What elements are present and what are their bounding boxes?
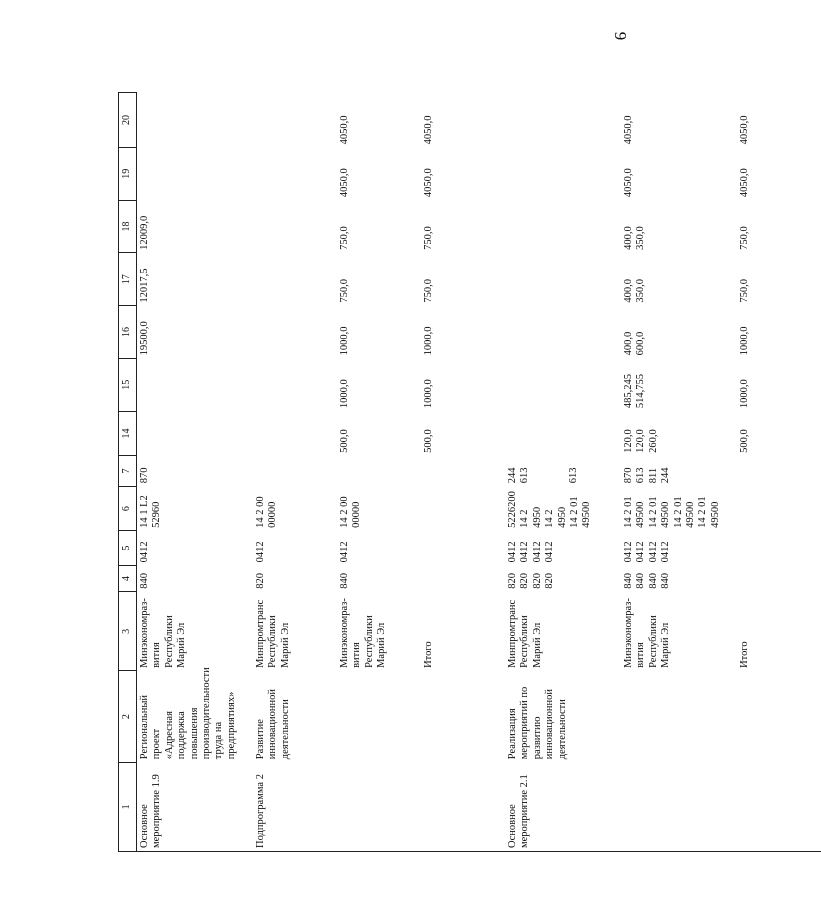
cell-line: 1000,0 (423, 379, 434, 409)
year-cell (137, 253, 254, 306)
year-cell (737, 253, 821, 306)
cell-line: 400,0 (623, 331, 634, 356)
cell-line: инновационной (267, 689, 279, 760)
title-cell (337, 671, 421, 762)
grbs-cell (737, 565, 821, 591)
cell-line (556, 459, 568, 483)
budget-table (118, 92, 821, 852)
year-cell (505, 147, 621, 200)
cell-line: вития (635, 642, 647, 668)
year-cell (337, 147, 421, 200)
cell-line: Республики (647, 615, 659, 668)
title-cell (621, 671, 737, 762)
cell-line: 870 (139, 467, 150, 484)
header-cell: 15 (119, 358, 137, 411)
cell-line: 4050,0 (423, 115, 434, 145)
cell-line: Реализация (507, 708, 518, 760)
cell-line: Подпрограмма 2 (255, 774, 266, 848)
table-row (253, 93, 337, 852)
cell-line: 14 1 L2 (139, 495, 150, 528)
cell-line: 4050,0 (339, 115, 350, 145)
cell-line: 0412 (660, 541, 672, 563)
cell-line: Итого (739, 641, 750, 668)
table-body (137, 93, 821, 852)
expense-type-cell (621, 456, 737, 486)
cell-line: 52960 (151, 501, 163, 528)
header-cell: 5 (119, 531, 137, 566)
grbs-cell (137, 565, 254, 591)
cell-line: 4050,0 (423, 168, 434, 198)
cell-line: 14 2 00 (255, 496, 266, 528)
cell-line: Марий Эл (531, 622, 543, 668)
target-article-cell (505, 486, 621, 531)
cell-line: 840 (660, 573, 672, 589)
year-cell (337, 411, 421, 456)
cell-line: вития (351, 642, 363, 668)
section-cell (253, 531, 337, 566)
cell-line: 1000,0 (739, 326, 750, 356)
cell-line: 0412 (507, 541, 518, 563)
cell-line: 4050,0 (623, 168, 634, 198)
year-cell (253, 93, 337, 148)
cell-line: 750,0 (739, 279, 750, 303)
cell-line: 840 (635, 573, 647, 589)
year-cell (421, 411, 505, 456)
target-article-cell (337, 486, 421, 531)
cell-line: 49500 (581, 501, 593, 528)
cell-line: Марий Эл (660, 622, 672, 668)
header-cell: 7 (119, 456, 137, 486)
year-cell (421, 306, 505, 359)
cell-line: «Адресная поддержка (163, 711, 188, 760)
expense-type-cell (737, 456, 821, 486)
cell-line: 870 (623, 467, 634, 484)
expense-type-cell (253, 456, 337, 486)
cell-line: 14 2 01 (697, 496, 709, 528)
year-cell (421, 93, 505, 148)
cell-line: развитию (531, 716, 543, 760)
cell-line: 0412 (635, 541, 647, 563)
cell-line: 244 (507, 467, 518, 484)
cell-line: 12009,0 (139, 215, 150, 250)
section-cell (505, 531, 621, 566)
executor-cell (621, 592, 737, 671)
year-cell (137, 306, 254, 359)
cell-line: 750,0 (339, 279, 350, 303)
year-cell (253, 358, 337, 411)
cell-line: Марий Эл (376, 622, 388, 668)
cell-line: Республики (363, 615, 375, 668)
expense-type-cell (421, 456, 505, 486)
cell-line: 49500 (684, 501, 696, 528)
cell-line: 49500 (635, 501, 647, 528)
section-cell (137, 531, 254, 566)
cell-line: 4050,0 (339, 168, 350, 198)
year-cell (737, 93, 821, 148)
cell-line: Марий Эл (176, 622, 188, 668)
year-cell (253, 147, 337, 200)
year-cell (505, 253, 621, 306)
cell-line: 14 2 01 (672, 496, 684, 528)
cell-line: 500,0 (739, 429, 750, 453)
year-cell (253, 411, 337, 456)
cell-line: 14 2 01 (568, 496, 580, 528)
cell-line: 840 (139, 573, 150, 589)
cell-line: 514,755 (635, 374, 647, 409)
cell-line: 1000,0 (339, 379, 350, 409)
cell-line: 820 (519, 573, 531, 589)
header-cell: 18 (119, 200, 137, 253)
executor-cell (137, 592, 254, 671)
cell-line: 14 2 01 (623, 496, 634, 528)
cell-line: 0412 (339, 541, 350, 563)
year-cell (137, 358, 254, 411)
header-row (119, 93, 137, 852)
grbs-cell (505, 565, 621, 591)
executor-cell (253, 592, 337, 671)
cell-line: 350,0 (635, 226, 647, 250)
year-cell (621, 147, 737, 200)
cell-line: 613 (635, 467, 647, 484)
cell-line: 0412 (647, 541, 659, 563)
expense-type-cell (137, 456, 254, 486)
header-cell: 3 (119, 592, 137, 671)
cell-line: 840 (623, 573, 634, 589)
year-cell (621, 93, 737, 148)
cell-line: Марий Эл (279, 622, 291, 668)
cell-line: 750,0 (739, 226, 750, 250)
cell-line: 400,0 (623, 279, 634, 303)
cell-line: вития (151, 642, 163, 668)
table-row (505, 93, 621, 852)
cell-line: 750,0 (423, 226, 434, 250)
year-cell (421, 147, 505, 200)
section-cell (337, 531, 421, 566)
cell-line: 12017,5 (139, 268, 150, 303)
header-cell: 6 (119, 486, 137, 531)
cell-line: 5226200 (507, 491, 518, 528)
cell-line: 4050,0 (739, 168, 750, 198)
title-cell (737, 671, 821, 762)
cell-line: Республики (519, 615, 531, 668)
activity-cell (253, 762, 337, 851)
year-cell (621, 306, 737, 359)
cell-line: 820 (544, 573, 556, 589)
table-row (621, 93, 737, 852)
cell-line: 4050,0 (623, 115, 634, 145)
cell-line: 19500,0 (139, 321, 150, 356)
cell-line: 0412 (623, 541, 634, 563)
year-cell (621, 200, 737, 253)
cell-line: 120,0 (635, 429, 647, 453)
cell-line: Республики (163, 615, 175, 668)
activity-cell (337, 762, 421, 851)
year-cell (421, 253, 505, 306)
target-article-cell (253, 486, 337, 531)
cell-line: Республики (267, 615, 279, 668)
cell-line (544, 459, 556, 483)
cell-line: Основное мероприятие 1.9 (139, 774, 163, 848)
cell-line: 1000,0 (339, 326, 350, 356)
section-cell (421, 531, 505, 566)
year-cell (737, 358, 821, 411)
title-cell (421, 671, 505, 762)
cell-line: 14 2 (544, 509, 556, 528)
cell-line: 350,0 (635, 279, 647, 303)
cell-line: 14 2 01 (647, 496, 659, 528)
activity-cell (505, 762, 621, 851)
expense-type-cell (505, 456, 621, 486)
cell-line: предприятиях» (225, 691, 237, 760)
cell-line: 4050,0 (739, 115, 750, 145)
cell-line: Минпромтранс (507, 599, 518, 668)
cell-line: 750,0 (339, 226, 350, 250)
cell-line: 820 (531, 573, 543, 589)
cell-line: Минэкономраз- (339, 598, 350, 668)
section-cell (621, 531, 737, 566)
cell-line: 49500 (660, 501, 672, 528)
cell-line: мероприятий по (519, 686, 531, 760)
header-cell: 19 (119, 147, 137, 200)
cell-line: 1000,0 (423, 326, 434, 356)
cell-line: Минэкономраз- (623, 598, 634, 668)
table-row (421, 93, 505, 852)
year-cell (737, 200, 821, 253)
cell-line: 0412 (139, 541, 150, 563)
table-row (737, 93, 821, 852)
year-cell (337, 93, 421, 148)
cell-line: 4950 (531, 506, 543, 528)
year-cell (421, 200, 505, 253)
year-cell (253, 200, 337, 253)
section-cell (737, 531, 821, 566)
title-cell (137, 667, 254, 762)
cell-line: Минпромтранс (255, 599, 266, 668)
cell-line: деятельности (556, 699, 568, 760)
cell-line: 500,0 (423, 429, 434, 453)
cell-line: 14 2 00 (339, 496, 350, 528)
cell-line: 600,0 (635, 331, 647, 356)
year-cell (337, 306, 421, 359)
title-cell (253, 671, 337, 762)
year-cell (253, 253, 337, 306)
cell-line: 840 (339, 573, 350, 589)
year-cell (621, 411, 737, 456)
cell-line: 750,0 (423, 279, 434, 303)
cell-line: Итого (423, 641, 434, 668)
cell-line: Минэкономраз- (139, 598, 150, 668)
cell-line: 811 (647, 467, 659, 484)
header-cell: 16 (119, 306, 137, 359)
cell-line: 500,0 (339, 429, 350, 453)
year-cell (737, 306, 821, 359)
header-cell: 14 (119, 411, 137, 456)
activity-cell (421, 762, 505, 851)
cell-line: 400,0 (623, 226, 634, 250)
cell-line: деятельности (279, 699, 291, 760)
year-cell (337, 200, 421, 253)
target-article-cell (421, 486, 505, 531)
cell-line: труда на (213, 721, 225, 760)
cell-line: 244 (660, 467, 672, 484)
cell-line: 120,0 (623, 429, 634, 453)
cell-line: 0412 (531, 541, 543, 563)
grbs-cell (621, 565, 737, 591)
executor-cell (337, 592, 421, 671)
year-cell (505, 93, 621, 148)
target-article-cell (737, 486, 821, 531)
cell-line: 613 (567, 467, 579, 484)
year-cell (621, 358, 737, 411)
table-row (137, 93, 254, 852)
year-cell (505, 411, 621, 456)
target-article-cell (137, 486, 254, 531)
cell-line (532, 459, 544, 483)
cell-line: 00000 (351, 501, 363, 528)
activity-cell (621, 762, 737, 851)
cell-line: 14 2 (519, 509, 531, 528)
year-cell (137, 411, 254, 456)
cell-line: инновационной (544, 689, 556, 760)
cell-line: 820 (507, 573, 518, 589)
target-article-cell (621, 486, 737, 531)
cell-line: 0412 (255, 541, 266, 563)
header-cell: 1 (119, 762, 137, 851)
executor-cell (505, 592, 621, 671)
cell-line: 485,245 (623, 374, 634, 409)
year-cell (505, 200, 621, 253)
header-cell: 17 (119, 253, 137, 306)
cell-line: повышения (188, 707, 200, 760)
cell-line: Основное мероприятие 2.1 (507, 774, 531, 848)
year-cell (337, 253, 421, 306)
cell-line: 1000,0 (739, 379, 750, 409)
grbs-cell (253, 565, 337, 591)
rotated-page (118, 92, 750, 852)
cell-line: 0412 (519, 541, 531, 563)
cell-line: 4950 (556, 506, 568, 528)
year-cell (505, 306, 621, 359)
year-cell (737, 411, 821, 456)
cell-line: 49500 (709, 501, 721, 528)
cell-line: производительности (200, 667, 212, 760)
header-cell: 4 (119, 565, 137, 591)
grbs-cell (337, 565, 421, 591)
executor-cell (737, 592, 821, 671)
header-cell: 2 (119, 671, 137, 762)
cell-line: 820 (255, 573, 266, 589)
year-cell (137, 147, 254, 200)
cell-line: Развитие (255, 719, 266, 760)
cell-line: 260,0 (647, 429, 659, 453)
year-cell (737, 147, 821, 200)
year-cell (253, 306, 337, 359)
year-cell (421, 358, 505, 411)
header-cell: 20 (119, 93, 137, 148)
page-number: 9 (611, 31, 630, 41)
grbs-cell (421, 565, 505, 591)
cell-line: 613 (519, 467, 531, 484)
activity-cell (737, 762, 821, 851)
executor-cell (421, 592, 505, 671)
activity-cell (137, 762, 254, 851)
cell-line: 0412 (544, 541, 556, 563)
cell-line: Региональный проект (139, 694, 163, 760)
cell-line: 00000 (267, 501, 279, 528)
expense-type-cell (337, 456, 421, 486)
year-cell (137, 93, 254, 148)
table-row (337, 93, 421, 852)
cell-line: 840 (647, 573, 659, 589)
title-cell (505, 671, 621, 762)
year-cell (621, 253, 737, 306)
year-cell (137, 200, 254, 253)
year-cell (505, 358, 621, 411)
year-cell (337, 358, 421, 411)
